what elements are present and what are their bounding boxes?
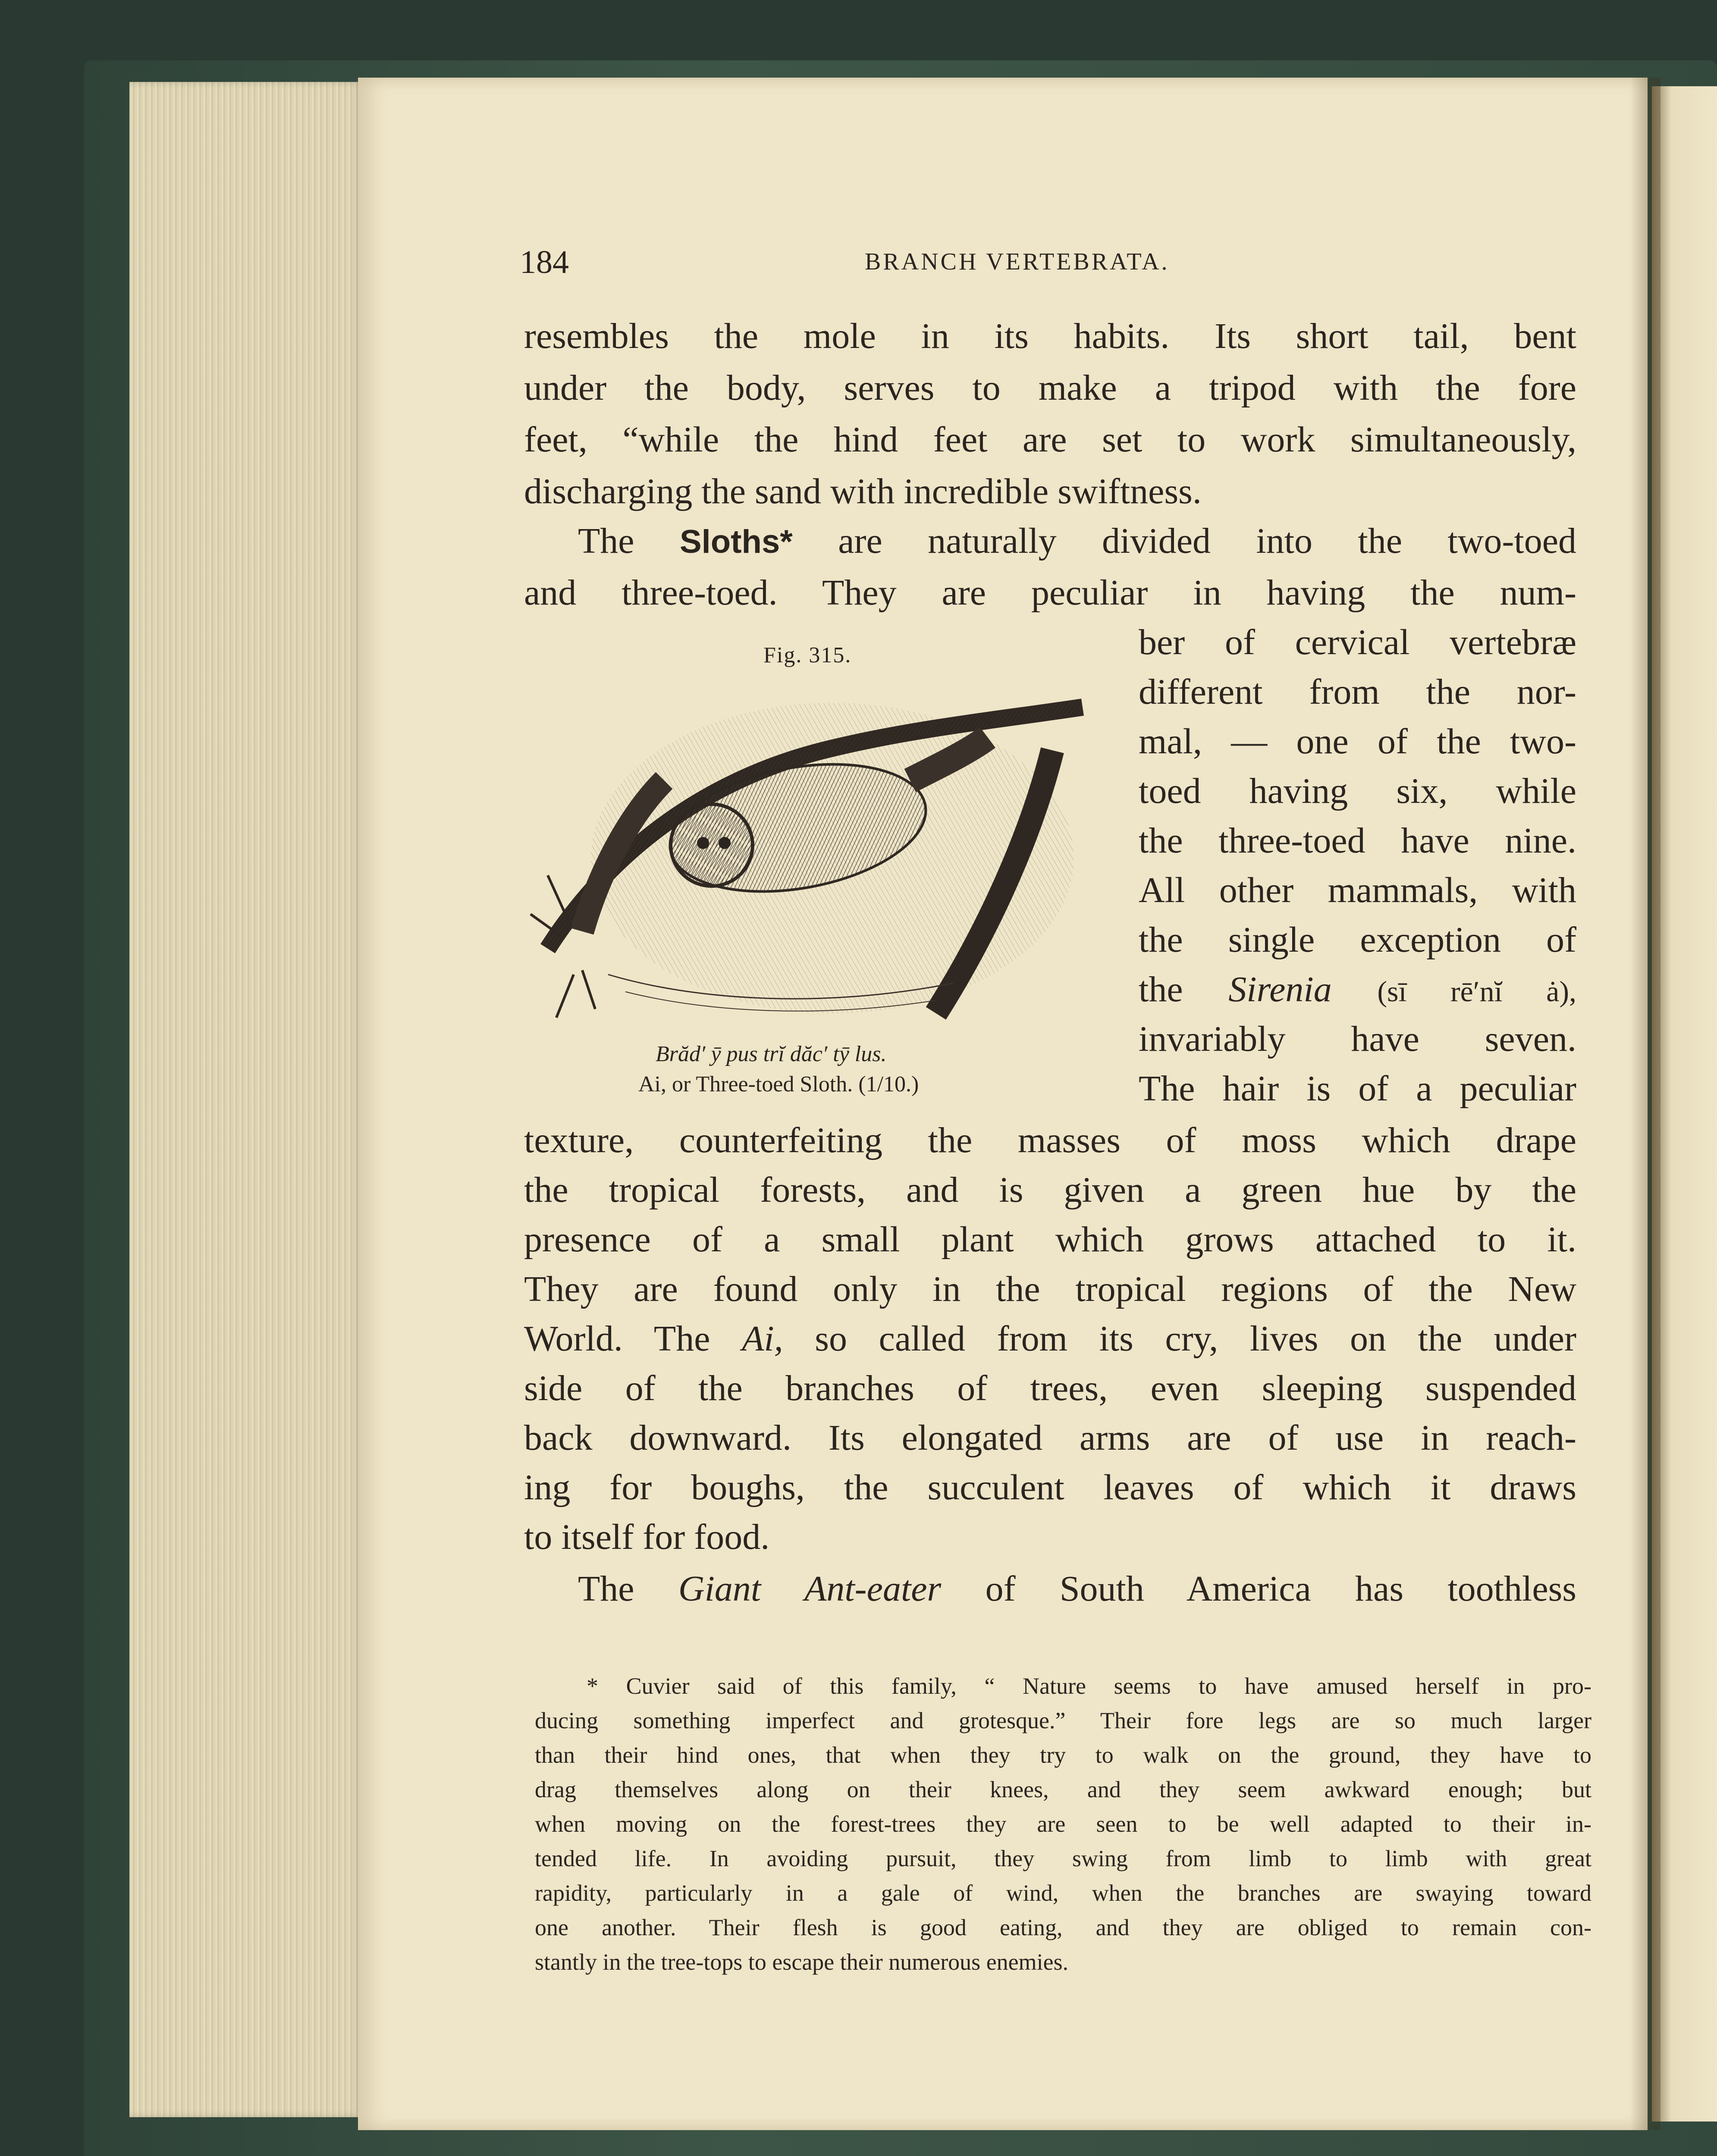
term-giant-ant-eater: Giant Ant-eater xyxy=(678,1569,942,1609)
body-line: to itself for food. xyxy=(524,1517,770,1557)
gutter-shadow xyxy=(1630,78,1660,2130)
body-line: texture, counterfeiting the masses of moss which drape xyxy=(524,1120,1576,1160)
page-number: 184 xyxy=(520,244,569,280)
body-line: mal, — one of the two- xyxy=(1139,721,1576,761)
body-line: discharging the sand with incredible swiftness. xyxy=(524,471,1202,511)
page-edges xyxy=(129,82,362,2117)
term-sirenia: Sirenia xyxy=(1228,969,1332,1009)
term-sloths: Sloths* xyxy=(679,523,793,560)
footnote-line: than their hind ones, that when they try to walk on the ground, they have to xyxy=(535,1742,1591,1768)
body-line: The hair is of a peculiar xyxy=(1139,1069,1576,1109)
figure-caption-common: Ai, or Three-toed Sloth. (1/10.) xyxy=(638,1072,919,1097)
body-line: under the body, serves to make a tripod with the fore xyxy=(524,368,1576,408)
figure-label: Fig. 315. xyxy=(763,643,852,667)
body-line: and three-toed. They are peculiar in having the num- xyxy=(524,573,1576,613)
footnote-line: one another. Their flesh is good eating, and they are obliged to remain con- xyxy=(535,1915,1591,1940)
running-head xyxy=(520,244,1576,287)
body-line: The Giant Ant-eater of South America has toothless xyxy=(578,1569,1576,1609)
term-ai: Ai, xyxy=(742,1319,783,1359)
footnote-line: drag themselves along on their knees, and they seem awkward enough; but xyxy=(535,1777,1591,1802)
body-line: They are found only in the tropical regions of the New xyxy=(524,1269,1576,1309)
footnote-line: stantly in the tree-tops to escape their numerous enemies. xyxy=(535,1949,1069,1975)
body-line: ing for boughs, the succulent leaves of which it draws xyxy=(524,1467,1576,1507)
footnote-line: ducing something imperfect and grotesque.” Their fore legs are so much larger xyxy=(535,1708,1591,1733)
body-line: invariably have seven. xyxy=(1139,1019,1576,1059)
running-head-title: BRANCH VERTEBRATA. xyxy=(865,248,1170,275)
body-line: side of the branches of trees, even sleeping suspended xyxy=(524,1368,1576,1408)
body-line: the single exception of xyxy=(1139,920,1576,960)
figure-scale: (1/10.) xyxy=(858,1072,919,1097)
figure-caption-scientific: Brăd′ ȳ pus trĭ dăc′ tȳ lus. xyxy=(656,1042,887,1066)
footnote-line: * Cuvier said of this family, “ Nature seems to have amused herself in pro- xyxy=(587,1673,1591,1699)
body-line: World. The Ai, so called from its cry, lives on the under xyxy=(524,1319,1576,1359)
footnote-line: tended life. In avoiding pursuit, they swing from limb to limb with great xyxy=(535,1846,1591,1871)
body-line: the Sirenia (sī rē′nĭ ȧ), xyxy=(1139,969,1577,1009)
body-line: toed having six, while xyxy=(1139,771,1576,811)
pronunciation: (sī rē′nĭ ȧ), xyxy=(1377,975,1577,1008)
body-line: All other mammals, with xyxy=(1139,870,1576,910)
body-line: the three-toed have nine. xyxy=(1139,821,1576,861)
body-line: the tropical forests, and is given a green hue by the xyxy=(524,1170,1576,1210)
body-line: resembles the mole in its habits. Its short tail, bent xyxy=(524,316,1576,356)
footnote-line: when moving on the forest-trees they are seen to be well adapted to their in- xyxy=(535,1811,1591,1837)
facing-page-edge xyxy=(1652,86,1717,2122)
body-line: back downward. Its elongated arms are of use in reach- xyxy=(524,1418,1576,1458)
sloth-engraving xyxy=(522,673,1100,1026)
body-line: presence of a small plant which grows attached to it. xyxy=(524,1219,1576,1260)
footnote-line: rapidity, particularly in a gale of wind, when the branches are swaying toward xyxy=(535,1880,1591,1906)
body-line: ber of cervical vertebræ xyxy=(1139,622,1576,662)
body-line: different from the nor- xyxy=(1139,672,1576,712)
body-line: feet, “while the hind feet are set to work simultaneously, xyxy=(524,420,1576,460)
body-line: The Sloths* are naturally divided into the two-toed xyxy=(578,521,1577,561)
